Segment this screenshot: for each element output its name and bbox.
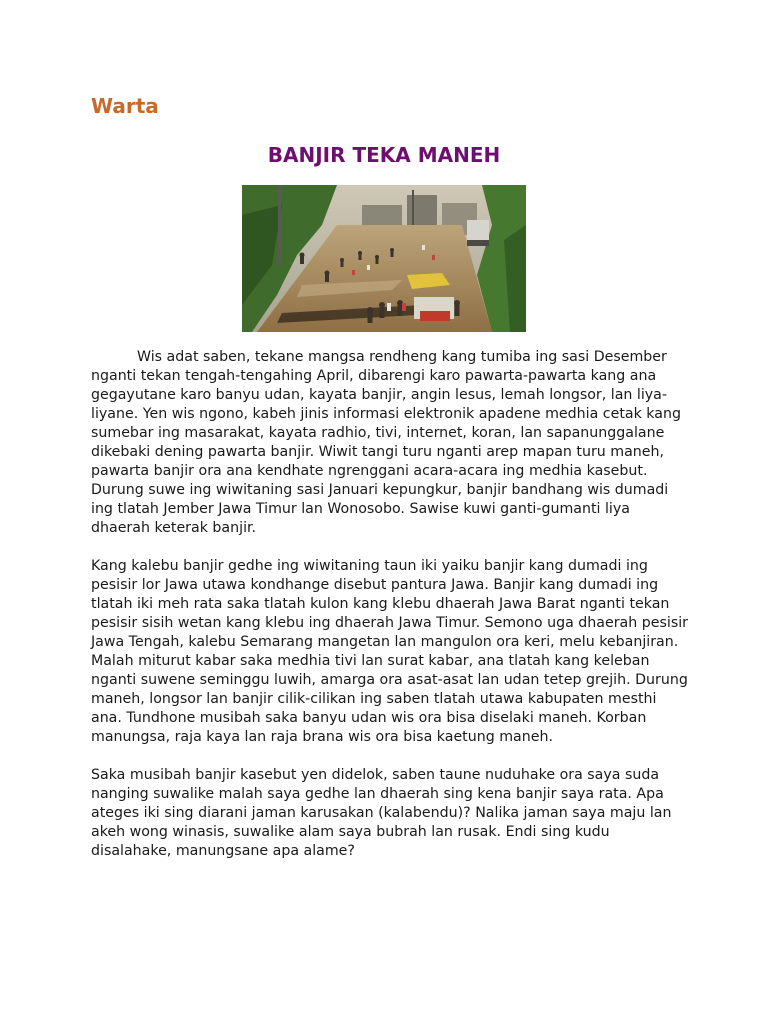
article-body xyxy=(91,348,691,880)
article-paragraph-3: Saka musibah banjir kasebut yen didelok, saben taune nuduhake ora saya suda nanging suwalike malah saya gedhe lan dhaerah sing kena banjir saya rata. Apa ateges iki sing diarani jaman karusakan (kalabendu)? Nalika jaman saya maju lan akeh wong winasis, suwalike alam saya bubrah lan rusak. Endi sing kudu disalahake, manungsane apa alame? xyxy=(91,767,672,859)
article-title: BANJIR TEKA MANEH xyxy=(267,143,501,167)
article-paragraph-2: Kang kalebu banjir gedhe ing wiwitaning taun iki yaiku banjir kang dumadi ing pesisir lor Jawa utawa kondhange disebut pantura Jawa. Banjir kang dumadi ing tlatah iki meh rata saka tlatah kulon kang klebu dhaerah Jawa Barat nganti tekan pesisir sisih wetan kang klebu ing dhaerah Jawa Timur. Semono uga dhaerah pesisir Jawa Tengah, kalebu Semarang mangetan lan mangulon ora keri, melu kebanjiran. Malah miturut kabar saka medhia tivi lan surat kabar, ana tlatah kang keleban nganti suwene seminggu luwih, amarga ora asat-asat lan udan tetep grejih. Durung maneh, longsor lan banjir cilik-cilikan ing saben tlatah utawa kabupaten mesthi ana. Tundhone musibah saka banyu udan wis ora bisa diselaki maneh. Korban manungsa, raja kaya lan raja brana wis ora bisa kaetung maneh. xyxy=(91,558,688,745)
section-label: Warta xyxy=(91,94,159,118)
paragraph-text: Wis adat saben, tekane mangsa rendheng kang tumiba ing sasi Desember nganti tekan tengah-tengahing April, dibarengi karo pawarta-pawarta kang ana gegayutane karo banyu udan, kayata banjir, angin lesus, lemah longsor, lan liya-liyane. Yen wis ngono, kabeh jinis informasi elektronik apadene medhia cetak kang sumebar ing masarakat, kayata radhio, tivi, internet, koran, lan sapanunggalane dikebaki dening pawarta banjir. Wiwit tangi turu nganti arep mapan turu maneh, pawarta banjir ora ana kendhate ngrenggani acara-acara ing medhia kasebut. Durung suwe ing wiwitaning sasi Januari kepungkur, banjir bandhang wis dumadi ing tlatah Jember Jawa Timur lan Wonosobo. Sawise kuwi ganti-gumanti liya dhaerah keterak banjir. xyxy=(91,349,681,536)
article-paragraph-1 xyxy=(91,348,691,538)
flood-street-photo xyxy=(242,185,526,332)
